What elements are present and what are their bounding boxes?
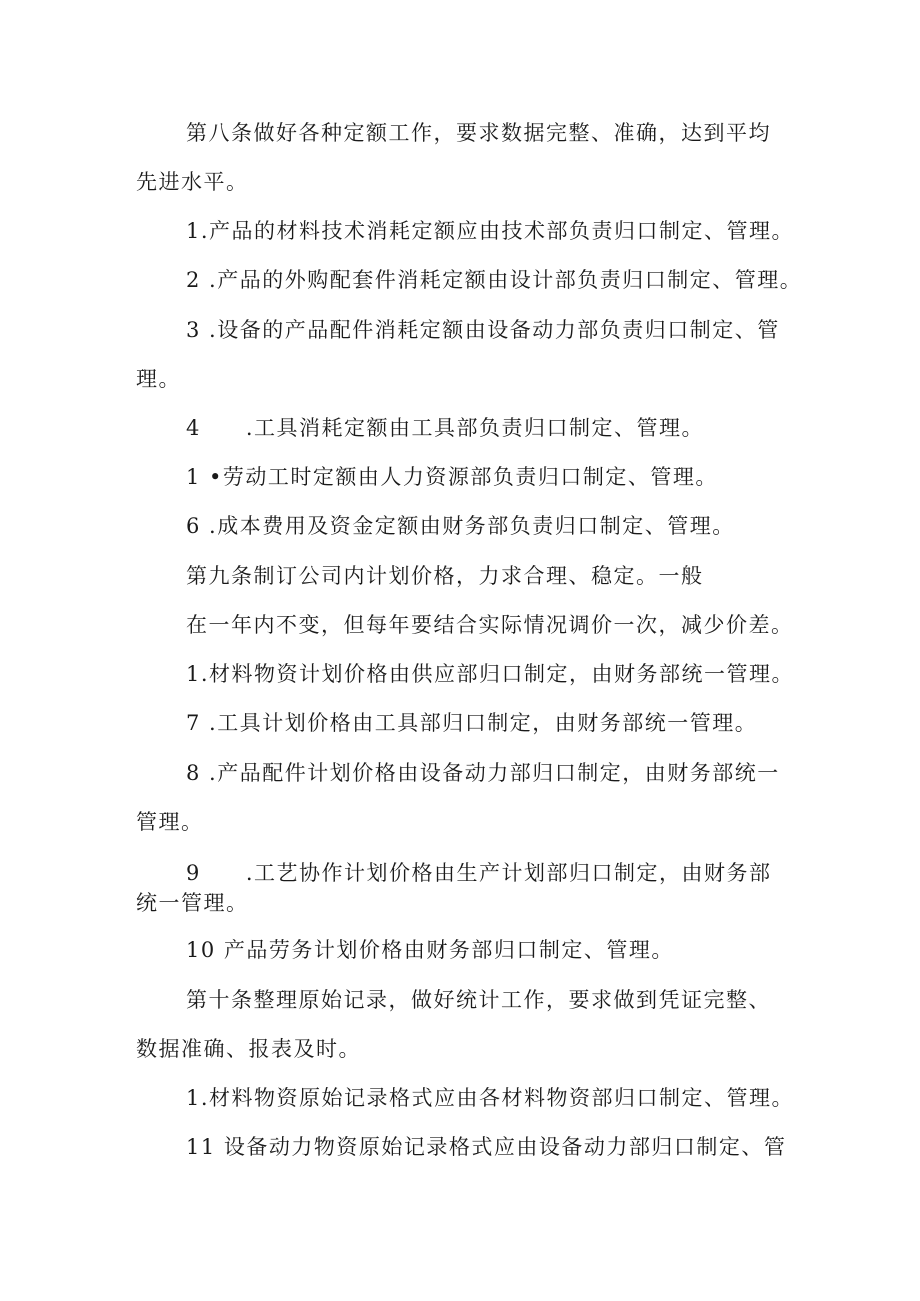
list-item: 1.产品的材料技术消耗定额应由技术部负责归口制定、管理。: [186, 219, 795, 243]
list-item: 8 .产品配件计划价格由设备动力部归口制定，由财务部统一: [186, 761, 780, 785]
paragraph-article-9-cont: 在一年内不变，但每年要结合实际情况调价一次，减少价差。: [186, 613, 794, 637]
list-item: 6 .成本费用及资金定额由财务部负责归口制定、管理。: [186, 514, 735, 538]
paragraph-article-10: 第十条整理原始记录，做好统计工作，要求做到凭证完整、: [186, 988, 771, 1012]
list-item: 1.材料物资原始记录格式应由各材料物资部归口制定、管理。: [186, 1086, 795, 1110]
list-item: 1 •劳动工时定额由人力资源部负责归口制定、管理。: [186, 465, 718, 489]
list-item: 10 产品劳务计划价格由财务部归口制定、管理。: [186, 938, 674, 962]
list-item: 2 .产品的外购配套件消耗定额由设计部负责归口制定、管理。: [186, 268, 803, 292]
paragraph-article-8: 第八条做好各种定额工作，要求数据完整、准确，达到平均: [186, 121, 771, 145]
list-item: 4 .工具消耗定额由工具部负责归口制定、管理。: [186, 416, 705, 440]
list-item-cont: 统一管理。: [136, 891, 249, 915]
paragraph-article-8-cont: 先进水平。: [136, 170, 249, 194]
paragraph-article-10-cont: 数据准确、报表及时。: [136, 1037, 361, 1061]
list-item: 11 设备动力物资原始记录格式应由设备动力部归口制定、管: [186, 1135, 787, 1159]
list-item: 1.材料物资计划价格由供应部归口制定，由财务部统一管理。: [186, 662, 795, 686]
list-item-cont: 理。: [136, 367, 181, 391]
paragraph-article-9: 第九条制订公司内计划价格，力求合理、稳定。一般: [186, 564, 704, 588]
list-item: 9 .工艺协作计划价格由生产计划部归口制定，由财务部: [186, 861, 772, 885]
list-item: 3 .设备的产品配件消耗定额由设备动力部负责归口制定、管: [186, 318, 780, 342]
list-item-cont: 管理。: [136, 810, 204, 834]
list-item: 7 .工具计划价格由工具部归口制定，由财务部统一管理。: [186, 711, 758, 735]
